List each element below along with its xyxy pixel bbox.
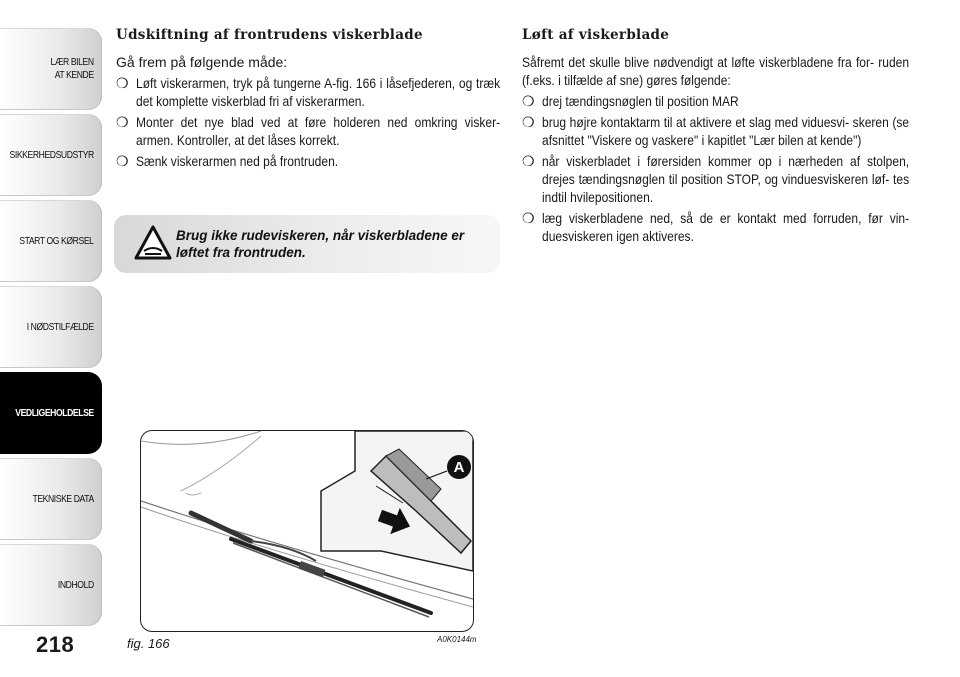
list-item: ❍ drej tændingsnøglen til position MAR (522, 93, 739, 109)
tab-start-og-korsel[interactable] (0, 200, 102, 282)
page-number: 218 (36, 632, 75, 657)
tab-tekniske-data[interactable] (0, 458, 102, 540)
bullet-icon: ❍ (116, 114, 129, 130)
callout-a-label: A (453, 459, 465, 476)
warning-triangle-icon (134, 225, 172, 261)
bullet-icon: ❍ (116, 75, 129, 91)
tab-indhold[interactable] (0, 544, 102, 626)
tab-label: SIKKERHEDSUDSTYR (9, 148, 94, 161)
bullet-icon: ❍ (522, 153, 535, 169)
bullet-icon: ❍ (522, 114, 535, 130)
section-intro: Såfremt det skulle blive nødvendigt at løfte viskerbladene fra for- ruden (f.eks. i tilfælde af sne) gøres følgende: (522, 54, 910, 88)
instruction-list (522, 92, 910, 245)
list-item: ❍ Monter det nye blad ved at føre holderen ned omkring visker- armen. Kontroller, at det låses korrekt. (116, 114, 501, 148)
right-column (522, 26, 910, 248)
tab-label: LÆR BILEN AT KENDE (50, 56, 94, 81)
section-intro: Gå frem på følgende måde: (116, 54, 288, 70)
list-item: ❍ Sænk viskerarmen ned på frontruden. (116, 153, 339, 169)
list-item: ❍ læg viskerbladene ned, så de er kontakt med forruden, før vin- duesviskeren igen aktiveres. (522, 210, 910, 244)
section-title-blade-replacement: Udskiftning af frontrudens viskerblade (116, 27, 423, 43)
tab-sikkerhedsudstyr[interactable] (0, 114, 102, 196)
wiper-diagram (141, 431, 473, 631)
list-item: ❍ når viskerbladet i førersiden kommer op i nærheden af stolpen, drejes tændingsnøglen til position STOP, og vinduesviskeren løf- tes indtil hvilepositionen. (522, 153, 910, 205)
figure-caption: fig. 166 (127, 636, 170, 651)
tab-i-nodstilfaelde[interactable] (0, 286, 102, 368)
wiper-blade-illustration (140, 430, 474, 632)
tab-label: VEDLIGEHOLDELSE (15, 406, 94, 419)
tab-label: TEKNISKE DATA (32, 492, 94, 505)
tab-laer-bilen-at-kende[interactable] (0, 28, 102, 110)
section-title-lift-blades: Løft af viskerblade (522, 27, 670, 43)
tab-label: START OG KØRSEL (19, 234, 94, 247)
bullet-icon: ❍ (522, 93, 535, 109)
figure-code: A0K0144m (437, 635, 477, 644)
warning-box (114, 215, 500, 273)
bullet-icon: ❍ (116, 153, 129, 169)
tab-label: INDHOLD (58, 578, 94, 591)
tab-vedligeholdelse[interactable] (0, 372, 102, 454)
left-column (116, 26, 501, 173)
bullet-icon: ❍ (522, 210, 535, 226)
list-item: ❍ Løft viskerarmen, tryk på tungerne A-fig. 166 i låsefjederen, og træk det komplette viskerblad fri af viskerarmen. (116, 75, 501, 109)
list-item: ❍ brug højre kontaktarm til at aktivere et slag med viduesvi- skeren (se afsnittet "Viskere og vaskere" i kapitlet "Lær bilen at kende") (522, 114, 910, 148)
instruction-list (116, 74, 501, 170)
warning-text: Brug ikke rudeviskeren, når viskerbladene er løftet fra frontruden. (176, 228, 465, 260)
tab-label: I NØDSTILFÆLDE (27, 320, 94, 333)
